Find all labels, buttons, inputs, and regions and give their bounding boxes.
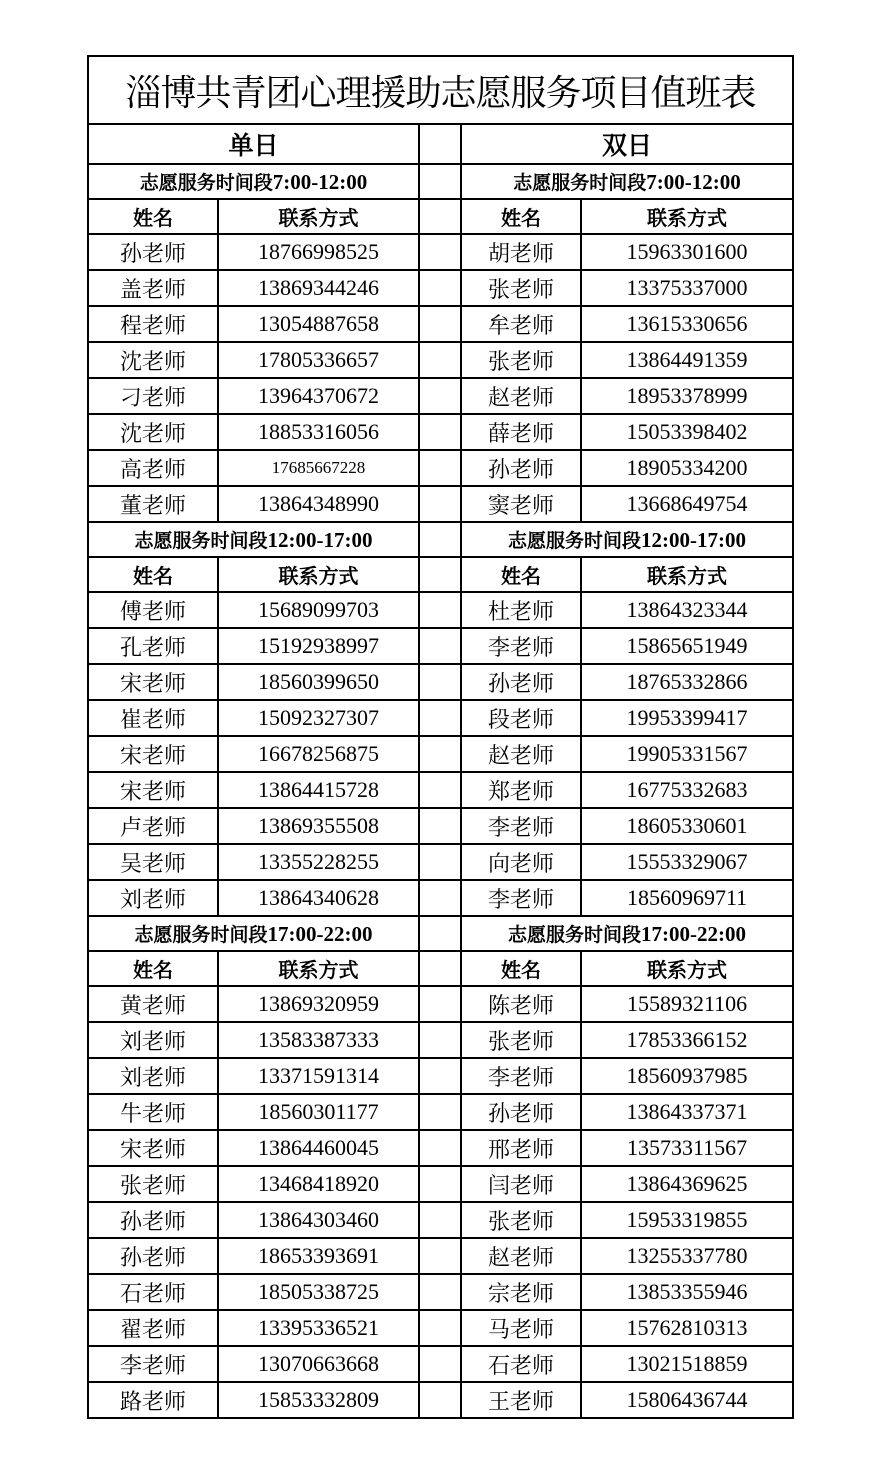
name-column-header: 姓名 [88,951,218,986]
gap-cell [419,736,461,772]
gap-cell [419,916,461,951]
even-day-header: 双日 [461,124,793,164]
volunteer-phone: 15762810313 [581,1310,793,1346]
slot-time-range: 12:00-17:00 [267,528,373,552]
table-row [88,700,793,736]
contact-column-header: 联系方式 [218,557,419,592]
table-row [88,664,793,700]
even-time-slot-label [461,916,793,951]
volunteer-name: 刘老师 [88,880,218,916]
volunteer-name: 卢老师 [88,808,218,844]
gap-cell [419,1130,461,1166]
volunteer-name: 李老师 [461,808,581,844]
volunteer-name: 张老师 [461,1202,581,1238]
volunteer-phone: 18853316056 [218,414,419,450]
column-header-row [88,951,793,986]
day-header-row [88,124,793,164]
gap-cell [419,1058,461,1094]
volunteer-name: 李老师 [88,1346,218,1382]
volunteer-name: 王老师 [461,1382,581,1418]
volunteer-phone: 16775332683 [581,772,793,808]
table-row [88,270,793,306]
volunteer-name: 孙老师 [461,1094,581,1130]
volunteer-phone: 13375337000 [581,270,793,306]
slot-label-text: 志愿服务时间段 [508,530,642,552]
table-row [88,736,793,772]
volunteer-phone: 19953399417 [581,700,793,736]
contact-column-header: 联系方式 [581,199,793,234]
volunteer-phone: 18560969711 [581,880,793,916]
contact-column-header: 联系方式 [581,557,793,592]
volunteer-phone: 15053398402 [581,414,793,450]
gap-cell [419,378,461,414]
volunteer-name: 高老师 [88,450,218,486]
volunteer-phone: 18905334200 [581,450,793,486]
volunteer-phone: 15553329067 [581,844,793,880]
volunteer-phone: 15192938997 [218,628,419,664]
table-row [88,844,793,880]
gap-cell [419,1238,461,1274]
gap-cell [419,450,461,486]
volunteer-name: 孙老师 [461,450,581,486]
gap-cell [419,1310,461,1346]
table-row [88,414,793,450]
slot-label-text: 志愿服务时间段 [508,924,642,946]
volunteer-name: 刁老师 [88,378,218,414]
odd-time-slot-label [88,916,419,951]
volunteer-name: 张老师 [461,1022,581,1058]
volunteer-name: 马老师 [461,1310,581,1346]
volunteer-phone: 13668649754 [581,486,793,522]
volunteer-phone: 15689099703 [218,592,419,628]
table-row [88,1022,793,1058]
volunteer-phone: 18605330601 [581,808,793,844]
volunteer-phone: 15092327307 [218,700,419,736]
table-row [88,808,793,844]
gap-cell [419,592,461,628]
volunteer-name: 孙老师 [461,664,581,700]
volunteer-phone: 13573311567 [581,1130,793,1166]
volunteer-phone: 17853366152 [581,1022,793,1058]
gap-cell [419,234,461,270]
volunteer-phone: 15589321106 [581,986,793,1022]
volunteer-name: 郑老师 [461,772,581,808]
table-row [88,1058,793,1094]
name-column-header: 姓名 [88,557,218,592]
gap-cell [419,270,461,306]
volunteer-name: 沈老师 [88,414,218,450]
volunteer-phone: 13869320959 [218,986,419,1022]
name-column-header: 姓名 [461,951,581,986]
volunteer-name: 沈老师 [88,342,218,378]
volunteer-phone: 15853332809 [218,1382,419,1418]
table-row [88,880,793,916]
volunteer-name: 盖老师 [88,270,218,306]
volunteer-phone: 18505338725 [218,1274,419,1310]
gap-cell [419,557,461,592]
title-row [88,56,793,124]
gap-cell [419,1094,461,1130]
gap-cell [419,486,461,522]
time-slot-row [88,522,793,557]
volunteer-phone: 13054887658 [218,306,419,342]
volunteer-name: 闫老师 [461,1166,581,1202]
volunteer-name: 程老师 [88,306,218,342]
gap-cell [419,199,461,234]
volunteer-name: 牛老师 [88,1094,218,1130]
gap-cell [419,1022,461,1058]
volunteer-phone: 17685667228 [218,450,419,486]
gap-cell [419,522,461,557]
table-row [88,342,793,378]
duty-roster-sheet [87,55,792,1419]
volunteer-name: 刘老师 [88,1022,218,1058]
volunteer-name: 窦老师 [461,486,581,522]
volunteer-name: 宋老师 [88,736,218,772]
volunteer-phone: 15963301600 [581,234,793,270]
volunteer-phone: 18653393691 [218,1238,419,1274]
volunteer-phone: 13255337780 [581,1238,793,1274]
gap-cell [419,1166,461,1202]
slot-time-range: 17:00-22:00 [641,922,747,946]
volunteer-phone: 18560399650 [218,664,419,700]
table-row [88,986,793,1022]
table-row [88,1166,793,1202]
volunteer-phone: 13864323344 [581,592,793,628]
column-header-row [88,557,793,592]
volunteer-name: 宗老师 [461,1274,581,1310]
volunteer-phone: 13853355946 [581,1274,793,1310]
slot-label-text: 志愿服务时间段 [134,530,268,552]
volunteer-phone: 13864415728 [218,772,419,808]
volunteer-name: 宋老师 [88,664,218,700]
duty-roster-table [87,55,794,1419]
table-row [88,628,793,664]
volunteer-name: 段老师 [461,700,581,736]
volunteer-name: 陈老师 [461,986,581,1022]
volunteer-name: 宋老师 [88,1130,218,1166]
volunteer-name: 张老师 [461,270,581,306]
volunteer-phone: 13583387333 [218,1022,419,1058]
gap-cell [419,664,461,700]
volunteer-phone: 18765332866 [581,664,793,700]
volunteer-phone: 16678256875 [218,736,419,772]
volunteer-phone: 13864460045 [218,1130,419,1166]
gap-cell [419,772,461,808]
odd-day-header: 单日 [88,124,419,164]
volunteer-name: 石老师 [88,1274,218,1310]
volunteer-name: 孔老师 [88,628,218,664]
volunteer-phone: 15806436744 [581,1382,793,1418]
slot-label-text: 志愿服务时间段 [513,172,647,194]
volunteer-name: 牟老师 [461,306,581,342]
table-row [88,592,793,628]
table-row [88,450,793,486]
gap-cell [419,1346,461,1382]
volunteer-name: 路老师 [88,1382,218,1418]
gap-cell [419,342,461,378]
volunteer-phone: 18560301177 [218,1094,419,1130]
volunteer-name: 李老师 [461,628,581,664]
gap-cell [419,1382,461,1418]
volunteer-phone: 13864340628 [218,880,419,916]
gap-cell [419,306,461,342]
volunteer-phone: 13864369625 [581,1166,793,1202]
volunteer-name: 赵老师 [461,736,581,772]
gap-cell [419,164,461,199]
volunteer-name: 董老师 [88,486,218,522]
volunteer-name: 张老师 [461,342,581,378]
volunteer-name: 黄老师 [88,986,218,1022]
volunteer-name: 李老师 [461,1058,581,1094]
table-row [88,1274,793,1310]
volunteer-name: 赵老师 [461,1238,581,1274]
volunteer-phone: 13468418920 [218,1166,419,1202]
volunteer-name: 张老师 [88,1166,218,1202]
volunteer-name: 薛老师 [461,414,581,450]
volunteer-name: 傅老师 [88,592,218,628]
volunteer-name: 邢老师 [461,1130,581,1166]
volunteer-name: 胡老师 [461,234,581,270]
gap-cell [419,414,461,450]
volunteer-phone: 15953319855 [581,1202,793,1238]
column-header-row [88,199,793,234]
table-row [88,1094,793,1130]
gap-cell [419,1202,461,1238]
volunteer-phone: 17805336657 [218,342,419,378]
table-row [88,378,793,414]
volunteer-name: 崔老师 [88,700,218,736]
volunteer-phone: 13864303460 [218,1202,419,1238]
volunteer-phone: 13355228255 [218,844,419,880]
even-time-slot-label [461,522,793,557]
table-row [88,234,793,270]
time-slot-row [88,164,793,199]
volunteer-name: 向老师 [461,844,581,880]
volunteer-name: 石老师 [461,1346,581,1382]
gap-cell [419,1274,461,1310]
slot-label-text: 志愿服务时间段 [134,924,268,946]
slot-label-text: 志愿服务时间段 [139,172,273,194]
volunteer-phone: 18560937985 [581,1058,793,1094]
table-row [88,772,793,808]
volunteer-name: 杜老师 [461,592,581,628]
volunteer-name: 刘老师 [88,1058,218,1094]
odd-time-slot-label [88,522,419,557]
slot-time-range: 17:00-22:00 [267,922,373,946]
name-column-header: 姓名 [461,199,581,234]
gap-cell [419,628,461,664]
volunteer-phone: 13964370672 [218,378,419,414]
volunteer-phone: 13070663668 [218,1346,419,1382]
slot-time-range: 12:00-17:00 [641,528,747,552]
volunteer-phone: 13395336521 [218,1310,419,1346]
gap-cell [419,124,461,164]
table-row [88,1382,793,1418]
volunteer-name: 孙老师 [88,1238,218,1274]
name-column-header: 姓名 [88,199,218,234]
time-slot-row [88,916,793,951]
gap-cell [419,844,461,880]
volunteer-phone: 13869355508 [218,808,419,844]
volunteer-phone: 13864337371 [581,1094,793,1130]
volunteer-name: 李老师 [461,880,581,916]
gap-cell [419,880,461,916]
contact-column-header: 联系方式 [218,199,419,234]
table-row [88,1130,793,1166]
contact-column-header: 联系方式 [581,951,793,986]
slot-time-range: 7:00-12:00 [646,170,741,194]
volunteer-name: 翟老师 [88,1310,218,1346]
name-column-header: 姓名 [461,557,581,592]
volunteer-name: 赵老师 [461,378,581,414]
even-time-slot-label [461,164,793,199]
volunteer-phone: 13371591314 [218,1058,419,1094]
volunteer-name: 吴老师 [88,844,218,880]
page-title: 淄博共青团心理援助志愿服务项目值班表 [88,56,793,124]
table-row [88,1346,793,1382]
volunteer-phone: 13615330656 [581,306,793,342]
volunteer-phone: 18766998525 [218,234,419,270]
volunteer-phone: 13021518859 [581,1346,793,1382]
gap-cell [419,951,461,986]
table-row [88,1238,793,1274]
gap-cell [419,986,461,1022]
contact-column-header: 联系方式 [218,951,419,986]
slot-time-range: 7:00-12:00 [272,170,368,194]
volunteer-phone: 18953378999 [581,378,793,414]
volunteer-name: 孙老师 [88,1202,218,1238]
volunteer-phone: 13864491359 [581,342,793,378]
volunteer-phone: 13864348990 [218,486,419,522]
volunteer-phone: 15865651949 [581,628,793,664]
table-row [88,1202,793,1238]
table-row [88,1310,793,1346]
volunteer-name: 孙老师 [88,234,218,270]
gap-cell [419,808,461,844]
volunteer-phone: 19905331567 [581,736,793,772]
odd-time-slot-label [88,164,419,199]
table-row [88,306,793,342]
volunteer-name: 宋老师 [88,772,218,808]
volunteer-phone: 13869344246 [218,270,419,306]
gap-cell [419,700,461,736]
table-row [88,486,793,522]
